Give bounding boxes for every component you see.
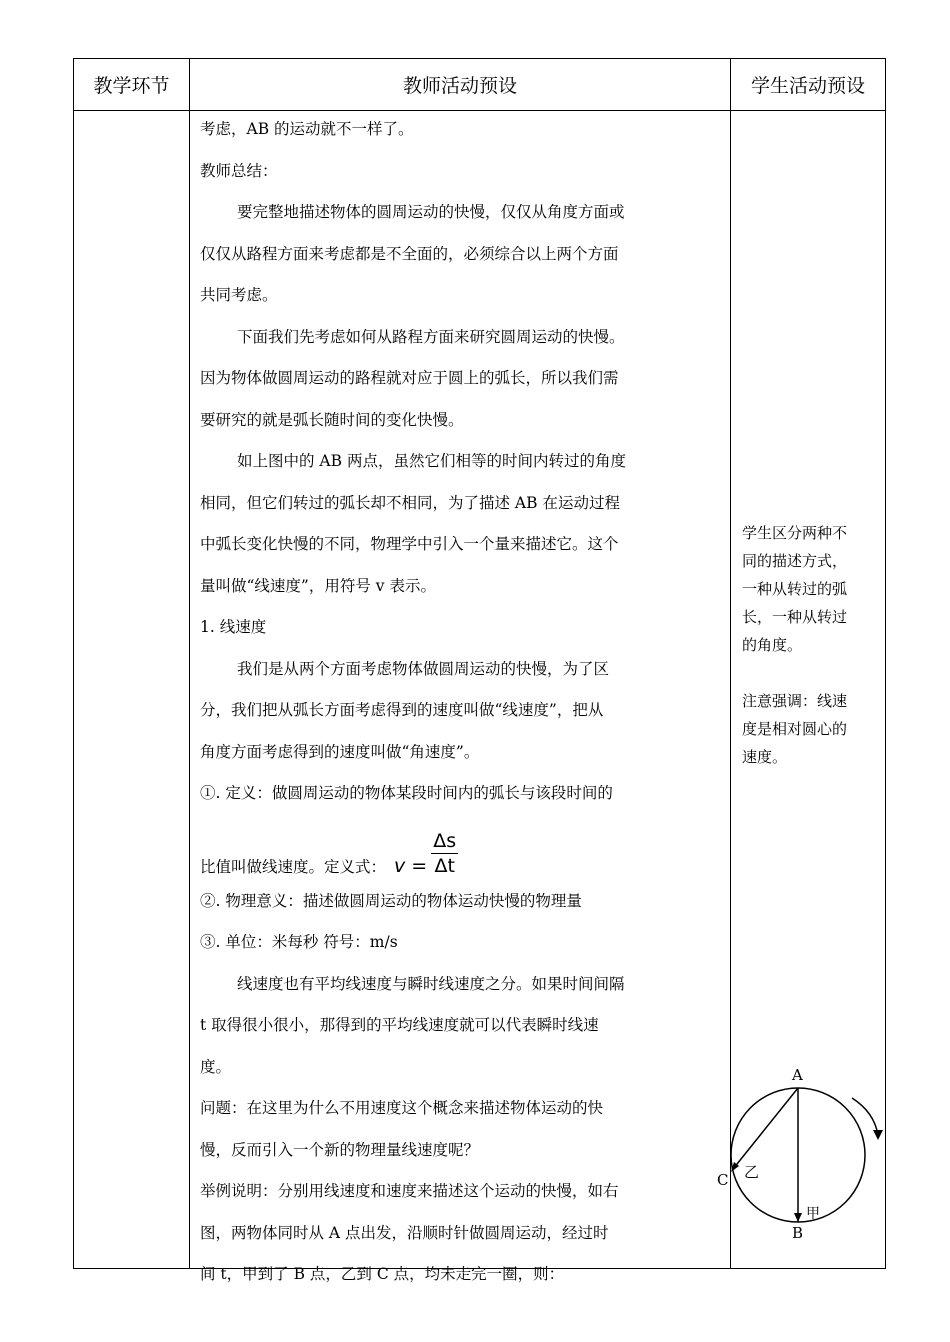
text-line: 度。 <box>200 1057 232 1076</box>
label-yi: 乙 <box>744 1163 760 1181</box>
header-student-activity: 学生活动预设 <box>750 75 865 97</box>
text-line: 要完整地描述物体的圆周运动的快慢，仅仅从角度方面或 <box>237 203 625 221</box>
text-line: 下面我们先考虑如何从路程方面来研究圆周运动的快慢。 <box>237 327 625 346</box>
student-note-distinguish: 学生区分两种不 同的描述方式， 一种从转过的弧 长，一种从转过 的角度。 <box>742 524 848 654</box>
clockwise-arrow-arc <box>852 1098 878 1135</box>
text-line: 举例说明：分别用线速度和速度来描述这个运动的快慢，如右 <box>200 1182 619 1200</box>
student-note-emphasis: 注意强调：线速 度是相对圆心的 速度。 <box>742 692 848 766</box>
text-line: 相同，但它们转过的弧长却不相同，为了描述 AB 在运动过程 <box>200 493 620 512</box>
text-line: 量叫做“线速度”，用符号 v 表示。 <box>200 576 436 595</box>
formula-line <box>200 817 725 883</box>
text-line: ②. 物理意义：描述做圆周运动的物体运动快慢的物理量 <box>200 891 582 910</box>
text-line: 考虑，AB 的运动就不一样了。 <box>200 120 414 138</box>
text-line: 线速度也有平均线速度与瞬时线速度之分。如果时间间隔 <box>237 974 625 993</box>
formula-numerator: Δs <box>433 829 457 852</box>
text-line: 角度方面考虑得到的速度叫做“角速度”。 <box>200 742 480 761</box>
text-line: t 取得很小很小，那得到的平均线速度就可以代表瞬时线速 <box>200 1016 599 1034</box>
displacement-ac <box>733 1088 798 1169</box>
text-line: 因为物体做圆周运动的路程就对应于圆上的弧长，所以我们需 <box>200 369 619 387</box>
label-b: B <box>792 1224 804 1242</box>
clockwise-arrow-icon <box>873 1130 883 1140</box>
text-line: 问题：在这里为什么不用速度这个概念来描述物体运动的快 <box>200 1099 604 1117</box>
text-line: 图，两物体同时从 A 点出发，沿顺时针做圆周运动，经过时 <box>200 1223 609 1242</box>
text-line: 仅仅从路程方面来考虑都是不全面的，必须综合以上两个方面 <box>200 244 619 263</box>
text-line: ①. 定义：做圆周运动的物体某段时间内的弧长与该段时间的 <box>200 784 613 802</box>
text-line: 如上图中的 AB 两点，虽然它们相等的时间内转过的角度 <box>237 452 626 470</box>
header-teaching-stage: 教学环节 <box>93 75 170 97</box>
label-c: C <box>717 1171 729 1189</box>
text-line: 共同考虑。 <box>200 286 278 304</box>
arrow-b-icon <box>794 1213 802 1222</box>
text-line: 间 t，甲到了 B 点，乙到 C 点，均未走完一圈，则： <box>200 1265 565 1283</box>
formula-fraction <box>431 830 458 877</box>
column-divider-1 <box>189 59 190 1268</box>
section-heading: 1. 线速度 <box>200 618 267 636</box>
teacher-activity-content <box>200 111 725 1298</box>
text-line: 中弧长变化快慢的不同，物理学中引入一个量来描述它。这个 <box>200 535 619 553</box>
text-line: 慢，反而引入一个新的物理量线速度呢？ <box>200 1140 480 1159</box>
text-line: 教师总结： <box>200 161 278 180</box>
circular-motion-diagram <box>712 1060 892 1250</box>
formula-lhs: v = <box>394 854 428 877</box>
label-jia: 甲 <box>806 1206 820 1222</box>
student-activity-content <box>742 519 882 799</box>
formula-denominator: Δt <box>434 854 455 877</box>
formula-label: 比值叫做线速度。定义式： <box>200 857 387 876</box>
text-line: ③. 单位：米每秒 符号：m/s <box>200 933 398 951</box>
text-line: 要研究的就是弧长随时间的变化快慢。 <box>200 410 464 429</box>
label-a: A <box>792 1066 803 1084</box>
header-teacher-activity: 教师活动预设 <box>402 75 517 97</box>
text-line: 分，我们把从弧长方面考虑得到的速度叫做“线速度”，把从 <box>200 701 604 719</box>
text-line: 我们是从两个方面考虑物体做圆周运动的快慢，为了区 <box>237 659 610 678</box>
